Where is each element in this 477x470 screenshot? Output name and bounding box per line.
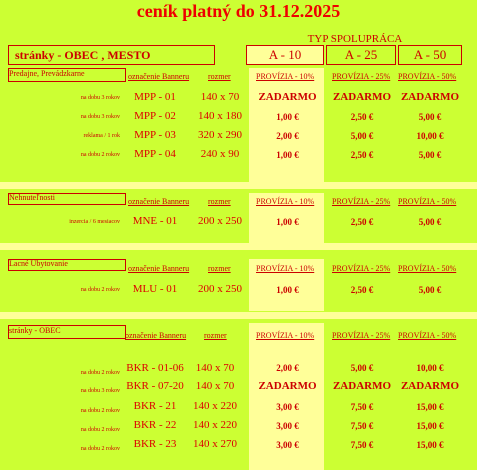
row-code: MPP - 03 [134,129,176,141]
row-term: na dobu 2 rokov [80,370,120,376]
row-size: 200 x 250 [198,283,242,295]
row-v50: 10,00 € [416,363,444,373]
row-size: 200 x 250 [198,215,242,227]
row-v50: 15,00 € [416,440,444,450]
row-v50: ZADARMO [400,380,460,392]
row-code: BKR - 23 [133,438,177,450]
pages-label-box [8,45,215,65]
tier-a10: A - 10 [246,45,324,65]
section3-hdr-prov10: PROVÍZIA - 10% [256,264,315,273]
section1-hdr-prov10: PROVÍZIA - 10% [256,72,315,81]
row-term: na dobu 2 rokov [80,427,120,433]
separator-band [0,182,477,189]
row-v10: 2,00 € [276,131,299,141]
row-v10: 1,00 € [276,217,299,227]
row-v25: ZADARMO [332,380,392,392]
row-v10: 2,00 € [276,363,299,373]
section4-title: stránky - OBEC [9,326,61,335]
section1-hdr-prov25: PROVÍZIA - 25% [332,72,391,81]
row-v10: 3,00 € [276,402,299,412]
row-size: 320 x 290 [198,129,242,141]
section4-hdr-prov25: PROVÍZIA - 25% [332,331,391,340]
row-v50: 5,00 € [418,217,442,227]
section1-highlight [249,68,324,182]
row-code: MPP - 04 [134,148,176,160]
section3-hdr-oznacenie: označenie Banneru [128,264,190,273]
row-v10: ZADARMO [258,380,317,392]
row-v50: 15,00 € [416,402,444,412]
row-code: BKR - 21 [133,400,177,412]
row-code: MLU - 01 [132,283,178,295]
row-term: reklama / 1 rok [83,133,120,139]
row-v10: 3,00 € [276,421,299,431]
section4-hdr-prov50: PROVÍZIA - 50% [398,331,457,340]
section2-hdr-prov10: PROVÍZIA - 10% [256,197,315,206]
row-v10: 1,00 € [276,285,299,295]
row-v25: 7,50 € [350,402,374,412]
row-size: 140 x 70 [195,380,235,392]
section4-hdr-oznacenie: označenie Banneru [125,331,187,340]
row-code: MPP - 01 [134,91,176,103]
row-term: na dobu 2 rokov [80,408,120,414]
row-size: 140 x 220 [193,400,237,412]
row-code: MNE - 01 [132,215,178,227]
row-term: na dobu 2 rokov [80,152,120,158]
section2-title: Nehnuteľnosti [9,193,55,202]
row-v25: ZADARMO [332,91,392,103]
row-term: na dobu 3 rokov [80,114,120,120]
section3-hdr-rozmer: rozmer [208,264,231,273]
page-title: ceník platný do 31.12.2025 [136,1,341,21]
row-code: MPP - 02 [134,110,176,122]
row-v10: 3,00 € [276,440,299,450]
row-size: 240 x 90 [200,148,240,160]
row-v50: ZADARMO [400,91,460,103]
section3-hdr-prov50: PROVÍZIA - 50% [398,264,457,273]
section1-hdr-rozmer: rozmer [208,72,231,81]
row-code: BKR - 01-06 [126,362,184,374]
row-term: na dobu 3 rokov [80,388,120,394]
section2-hdr-oznacenie: označenie Banneru [128,197,190,206]
row-v25: 7,50 € [350,421,374,431]
row-v50: 5,00 € [418,150,442,160]
row-v50: 15,00 € [416,421,444,431]
row-code: BKR - 07-20 [126,380,184,392]
row-size: 140 x 70 [195,362,235,374]
row-size: 140 x 70 [200,91,240,103]
row-v50: 5,00 € [418,112,442,122]
row-v10: 1,00 € [276,150,299,160]
row-v25: 5,00 € [350,131,374,141]
row-v25: 5,00 € [350,363,374,373]
row-term: na dobu 2 rokov [80,446,120,452]
section2-hdr-prov25: PROVÍZIA - 25% [332,197,391,206]
section3-title: Lacné Ubytovanie [9,259,68,268]
row-size: 140 x 220 [193,419,237,431]
typ-spolupraca-label: TYP SPOLUPRÁCA [307,33,403,45]
section1-title: Predajne, Prevádzkarne [9,69,85,78]
row-v50: 5,00 € [418,285,442,295]
separator-band [0,312,477,319]
section4-hdr-prov10: PROVÍZIA - 10% [256,331,315,340]
row-v50: 10,00 € [416,131,444,141]
row-size: 140 x 270 [193,438,237,450]
tier-a50: A - 50 [398,45,462,65]
row-term: na dobu 2 rokov [80,287,120,293]
section2-hdr-rozmer: rozmer [208,197,231,206]
row-term: inzercia / 6 mesiacov [69,219,120,225]
section3-hdr-prov25: PROVÍZIA - 25% [332,264,391,273]
row-v25: 2,50 € [350,217,374,227]
row-v25: 7,50 € [350,440,374,450]
separator-band [0,243,477,250]
section1-hdr-prov50: PROVÍZIA - 50% [398,72,457,81]
row-v25: 2,50 € [350,285,374,295]
row-v25: 2,50 € [350,112,374,122]
pages-label: stránky - OBEC , MESTO [15,48,151,62]
section1-hdr-oznacenie: označenie Banneru [128,72,190,81]
section4-hdr-rozmer: rozmer [204,331,227,340]
row-v10: ZADARMO [258,91,317,103]
row-v25: 2,50 € [350,150,374,160]
row-v10: 1,00 € [276,112,299,122]
row-size: 140 x 180 [198,110,242,122]
section2-hdr-prov50: PROVÍZIA - 50% [398,197,457,206]
tier-a25: A - 25 [326,45,396,65]
row-code: BKR - 22 [133,419,177,431]
row-term: na dobu 3 rokov [80,95,120,101]
